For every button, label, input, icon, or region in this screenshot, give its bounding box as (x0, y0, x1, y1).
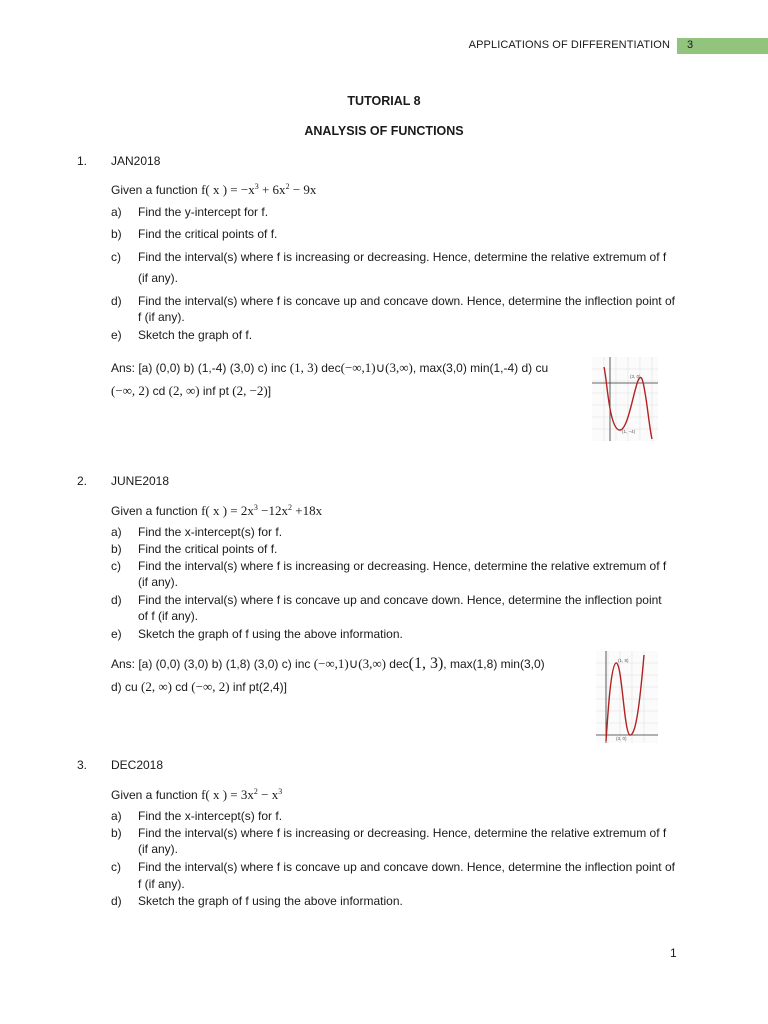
q2-answer-line1: Ans: [a) (0,0) (3,0) b) (1,8) (3,0) c) inc (−∞,1)∪(3,∞) dec(1, 3), max(1,8) min(3,0) (111, 655, 545, 672)
q2-item-c-text: Find the interval(s) where f is increasing or decreasing. Hence, determine the relative extremum of f (138, 559, 667, 573)
q1-exam: JAN2018 (111, 154, 161, 168)
svg-text:(3, 0): (3, 0) (616, 736, 627, 741)
q1-item-c-text: Find the interval(s) where f is increasing or decreasing. Hence, determine the relative extremum of f (138, 250, 667, 264)
q2-given (111, 503, 322, 519)
q1-function: f( x ) = $-x^3 + 6x^2 - 9x$ (201, 182, 317, 197)
q1-item-a-label: a) (111, 205, 122, 219)
svg-text:(1, −4): (1, −4) (622, 429, 636, 434)
header-chapter-number: 3 (687, 39, 694, 51)
q2-exam: JUNE2018 (111, 474, 170, 488)
q3-item-d-label: d) (111, 894, 122, 908)
q1-item-b-label: b) (111, 227, 122, 241)
q2-sketch-graph (596, 651, 658, 743)
q3-function: f( x ) = $3x^2 - x^3$ (201, 787, 283, 802)
q3-given-prefix: Given a function (111, 788, 198, 802)
q1-item-d-cont: f (if any). (138, 310, 185, 324)
q3-exam: DEC2018 (111, 758, 164, 772)
q2-number: 2. (77, 474, 88, 488)
q2-item-d-cont: of f (if any). (138, 609, 199, 623)
svg-text:(1, 8): (1, 8) (618, 658, 629, 663)
q3-item-c-text: Find the interval(s) where f is concave up and concave down. Hence, determine the inflection point of (138, 860, 675, 874)
q2-item-a-text: Find the x-intercept(s) for f. (138, 525, 283, 539)
q2-item-e-label: e) (111, 627, 122, 641)
q3-item-b-label: b) (111, 826, 122, 840)
q1-item-d-label: d) (111, 294, 122, 308)
header-chapter-badge (677, 38, 768, 54)
q2-given-prefix: Given a function (111, 504, 198, 518)
q1-item-b-text: Find the critical points of f. (138, 227, 278, 241)
q3-number: 3. (77, 758, 88, 772)
page-number: 1 (670, 946, 677, 960)
q1-sketch-graph (592, 357, 658, 441)
tutorial-title: TUTORIAL 8 (347, 94, 421, 108)
q2-item-c-cont: (if any). (138, 575, 179, 589)
q2-item-b-label: b) (111, 542, 122, 556)
q1-given (111, 182, 316, 198)
q2-item-d-label: d) (111, 593, 122, 607)
q1-item-c-label: c) (111, 250, 121, 264)
q3-item-c-cont: f (if any). (138, 877, 185, 891)
q2-item-e-text: Sketch the graph of f using the above information. (138, 627, 403, 641)
q3-item-d-text: Sketch the graph of f using the above information. (138, 894, 403, 908)
q1-item-e-text: Sketch the graph of f. (138, 328, 253, 342)
q1-item-a-text: Find the y-intercept for f. (138, 205, 269, 219)
q2-answer-line2: d) cu (2, ∞) cd (−∞, 2) inf pt(2,4)] (111, 679, 287, 694)
topic-title: ANALYSIS OF FUNCTIONS (304, 124, 464, 138)
q2-item-d-text: Find the interval(s) where f is concave up and concave down. Hence, determine the inflection point (138, 593, 662, 607)
q3-given (111, 787, 282, 803)
q3-item-b-text: Find the interval(s) where f is increasing or decreasing. Hence, determine the relative extremum of f (138, 826, 667, 840)
q2-item-a-label: a) (111, 525, 122, 539)
q1-answer-line2: (−∞, 2) cd (2, ∞) inf pt (2, −2)] (111, 383, 272, 398)
q1-item-e-label: e) (111, 328, 122, 342)
q1-item-c-cont: (if any). (138, 271, 179, 285)
q1-given-prefix: Given a function (111, 183, 198, 197)
q2-item-c-label: c) (111, 559, 121, 573)
q1-number: 1. (77, 154, 88, 168)
q3-item-c-label: c) (111, 860, 121, 874)
q2-function: f( x ) = $2x^3 -12x^2 +18x$ (201, 503, 323, 518)
q1-answer-line1: Ans: [a) (0,0) b) (1,-4) (3,0) c) inc (1, 3) dec(−∞,1)∪(3,∞), max(3,0) min(1,-4) d) cu (111, 360, 549, 375)
q3-item-b-cont: (if any). (138, 842, 179, 856)
q2-item-b-text: Find the critical points of f. (138, 542, 278, 556)
q3-item-a-text: Find the x-intercept(s) for f. (138, 809, 283, 823)
header-section-title: APPLICATIONS OF DIFFERENTIATION (468, 39, 670, 51)
q3-item-a-label: a) (111, 809, 122, 823)
svg-text:(3, 0): (3, 0) (630, 374, 641, 379)
q1-item-d-text: Find the interval(s) where f is concave up and concave down. Hence, determine the inflection point of (138, 294, 675, 308)
